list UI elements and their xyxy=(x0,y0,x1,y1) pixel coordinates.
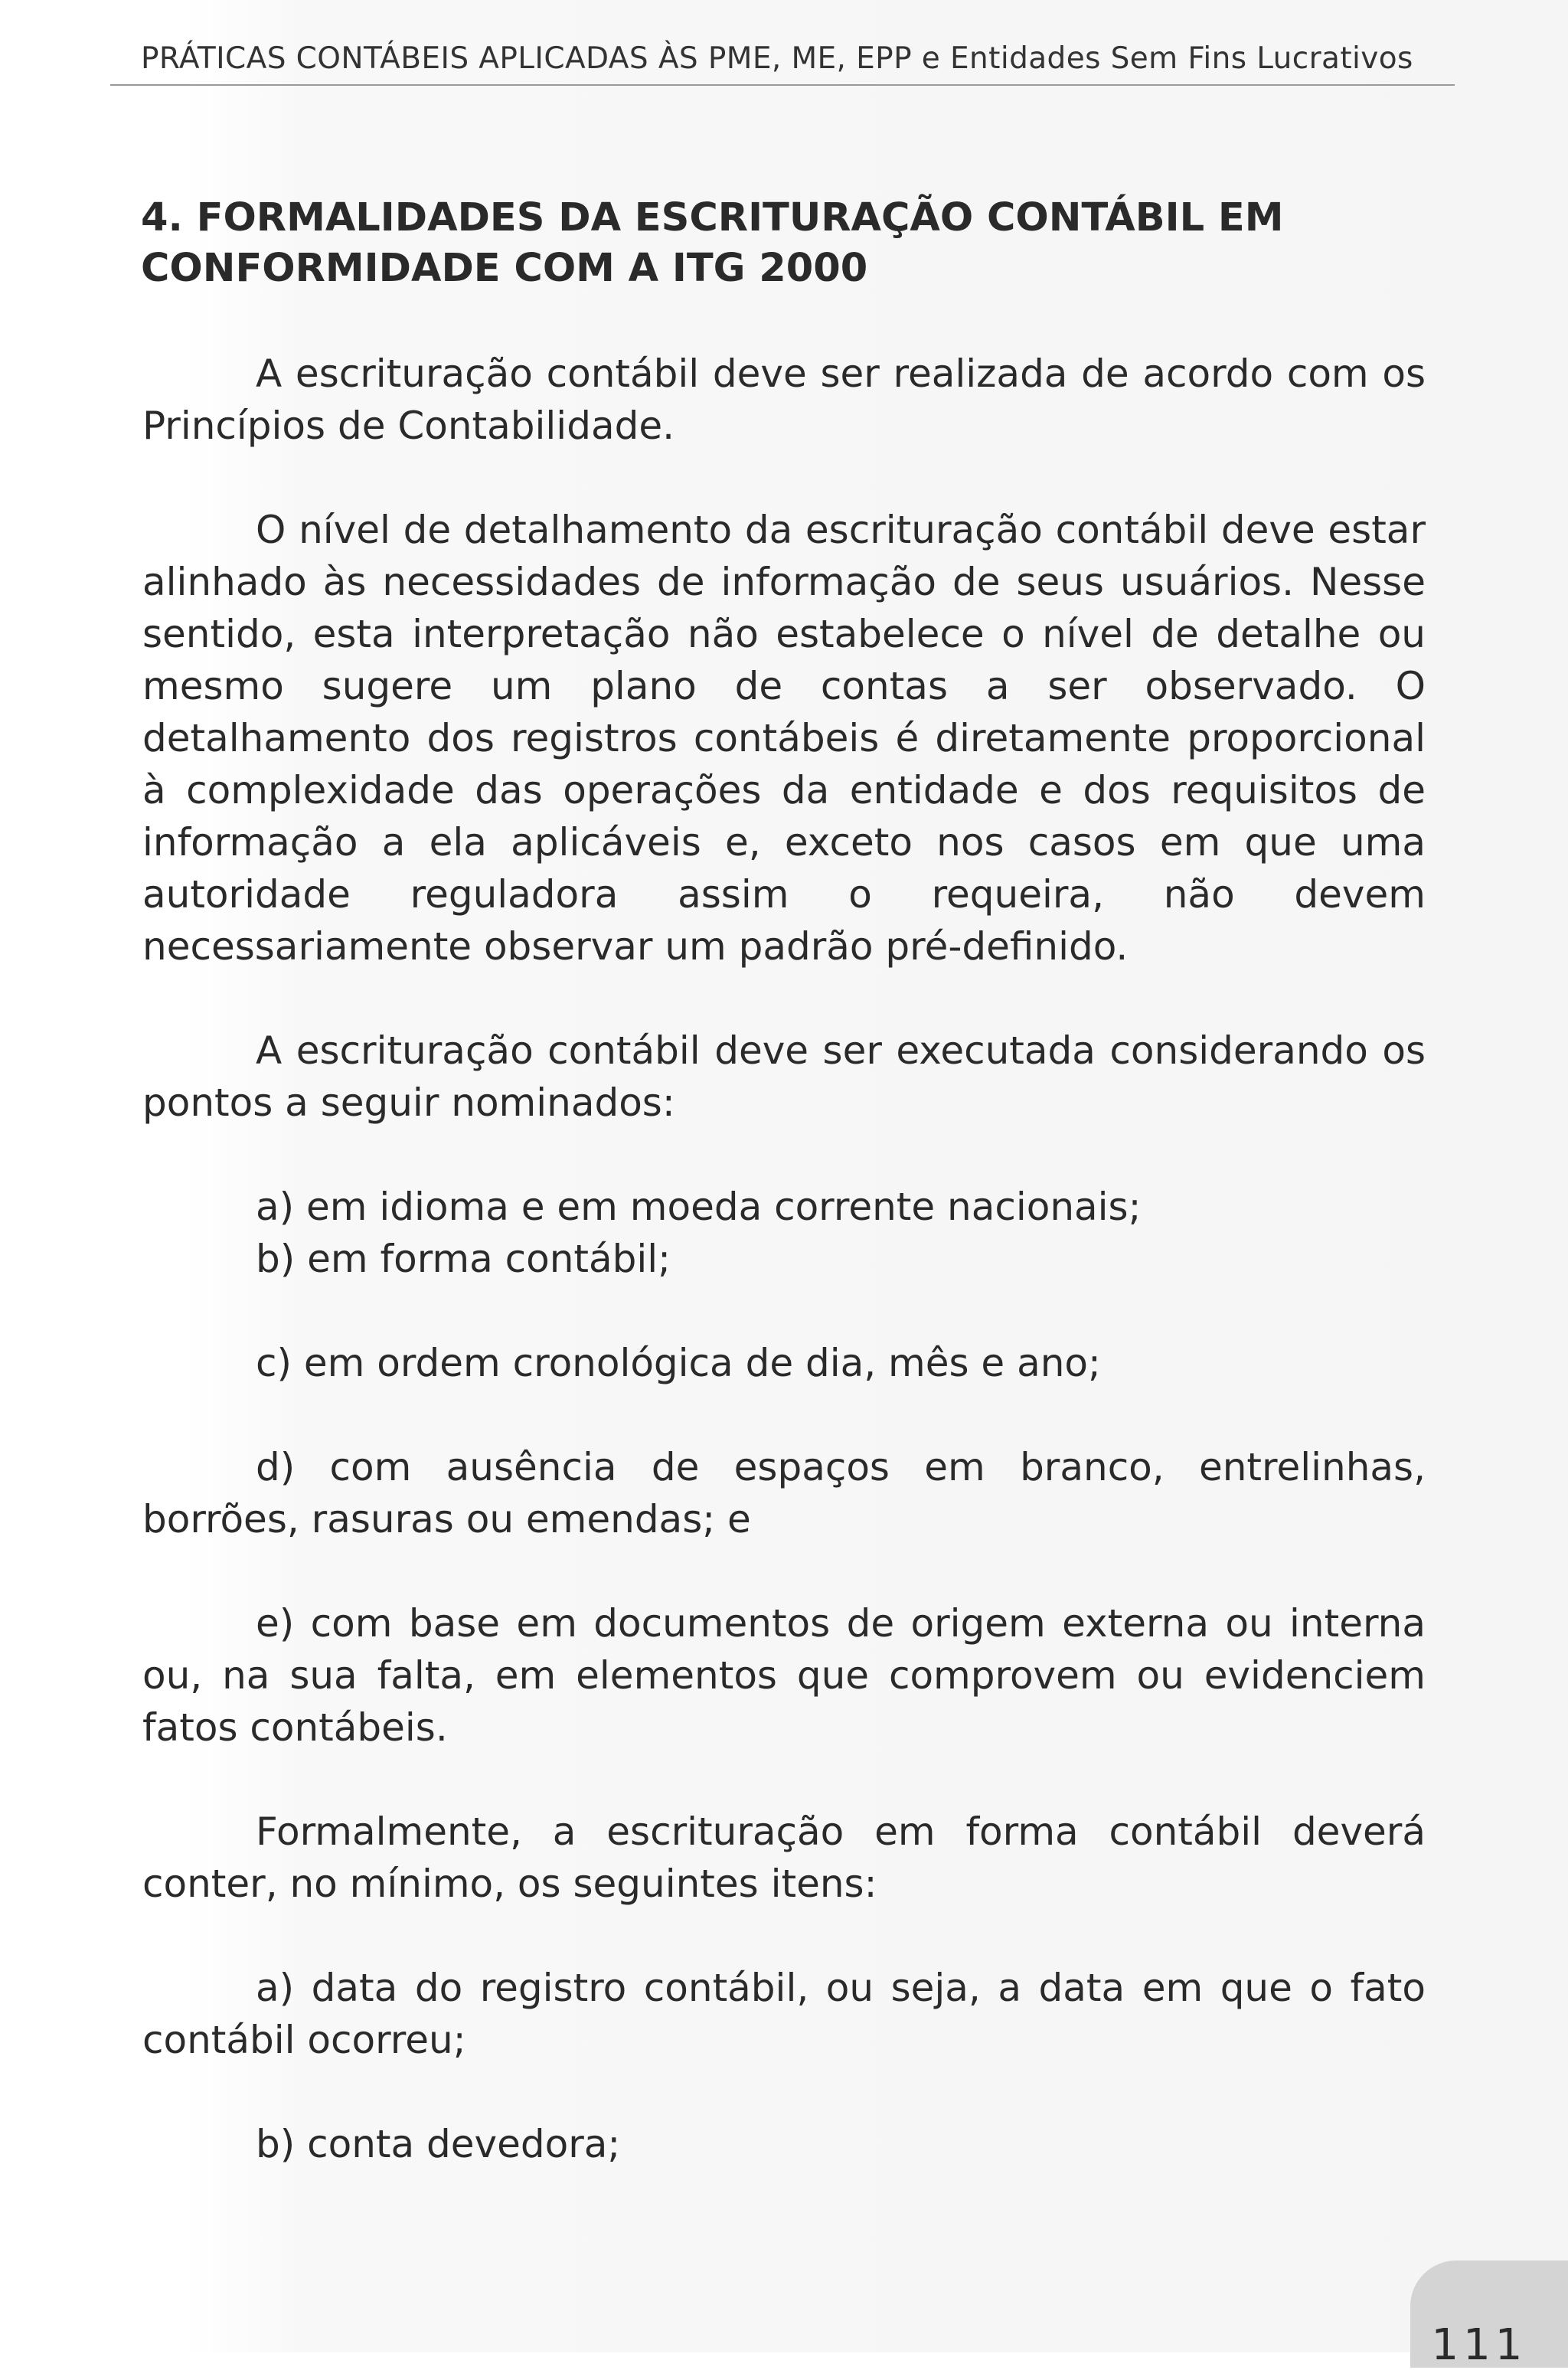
paragraph-gap xyxy=(142,1129,1426,1181)
paragraph: O nível de detalhamento da escrituração contábil deve estar alinhado às necessidades de informação de seus usuários. Nesse sentido, esta interpretação não estabelece o nível de detalhe ou mesmo sugere um plano de contas a ser observado. O detalhamento dos registros contábeis é diretamente proporcional à complexidade das operações da entidade e dos requisitos de informação a ela aplicáveis e, exceto nos casos em que uma autoridade reguladora assim o requeira, não devem necessariamente observar um padrão pré-definido. xyxy=(142,508,1426,969)
list-item: c) em ordem cronológica de dia, mês e ano; xyxy=(256,1341,1101,1385)
paragraph-gap xyxy=(142,1754,1426,1806)
list-item: a) em idioma e em moeda corrente nacionais; xyxy=(256,1185,1142,1229)
list-item: b) conta devedora; xyxy=(256,2122,621,2166)
paragraph-gap xyxy=(142,452,1426,504)
paragraph: Formalmente, a escrituração em forma contábil deverá conter, no mínimo, os seguintes itens: xyxy=(142,1809,1426,1906)
page-number: 111 xyxy=(1431,2320,1527,2370)
list-item: a) data do registro contábil, ou seja, a data em que o fato contábil ocorreu; xyxy=(142,1966,1426,2062)
list-item: e) com base em documentos de origem externa ou interna ou, na sua falta, em elementos que comprovem ou evidenciem fatos contábeis. xyxy=(142,1601,1426,1750)
running-header: PRÁTICAS CONTÁBEIS APLICADAS ÀS PME, ME, EPP e Entidades Sem Fins Lucrativos xyxy=(141,41,1413,76)
paragraph-gap xyxy=(142,1285,1426,1337)
header-rule xyxy=(110,84,1455,86)
paragraph-gap xyxy=(142,1545,1426,1597)
paragraph-gap xyxy=(142,1389,1426,1441)
paragraph-gap xyxy=(142,2066,1426,2118)
paragraph-gap xyxy=(142,1910,1426,1962)
body-text xyxy=(142,348,1426,2170)
section-title: 4. FORMALIDADES DA ESCRITURAÇÃO CONTÁBIL EM CONFORMIDADE COM A ITG 2000 xyxy=(141,195,1284,291)
paragraph: A escrituração contábil deve ser executada considerando os pontos a seguir nominados: xyxy=(142,1028,1426,1125)
paragraph: A escrituração contábil deve ser realizada de acordo com os Princípios de Contabilidade. xyxy=(142,351,1426,448)
list-item: d) com ausência de espaços em branco, entrelinhas, borrões, rasuras ou emendas; e xyxy=(142,1445,1426,1541)
list-item: b) em forma contábil; xyxy=(256,1237,671,1281)
paragraph-gap xyxy=(142,973,1426,1025)
